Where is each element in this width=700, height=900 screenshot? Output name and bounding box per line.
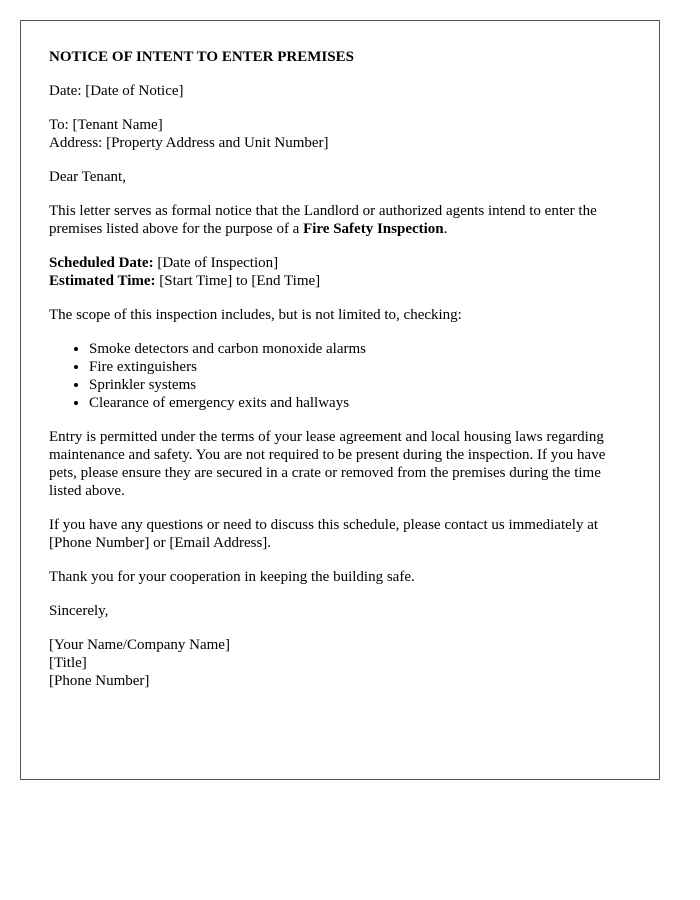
scope-intro: The scope of this inspection includes, but is not limited to, checking:: [49, 307, 462, 323]
intro-text: This letter serves as formal notice that the Landlord or authorized agents intend to enter the premises listed above for the purpose of a: [49, 203, 597, 237]
scope-list-item: • Sprinkler systems: [89, 376, 631, 394]
signature-title: [Title]: [49, 655, 87, 671]
salutation: Dear Tenant,: [49, 169, 126, 185]
scheduled-date-label: Scheduled Date:: [49, 255, 154, 271]
scope-list-item: • Clearance of emergency exits and hallways: [89, 394, 631, 412]
scheduled-date-value: [Date of Inspection]: [153, 255, 279, 271]
recipient-block: [49, 116, 631, 152]
estimated-time-line: [49, 272, 631, 290]
scope-list: [49, 340, 631, 412]
thanks-paragraph: Thank you for your cooperation in keeping the building safe.: [49, 569, 415, 585]
scope-list-item: • Fire extinguishers: [89, 358, 631, 376]
intro-paragraph: [49, 202, 631, 238]
questions-paragraph: If you have any questions or need to discuss this schedule, please contact us immediately at [Phone Number] or [Email Address].: [49, 517, 599, 551]
signature-name: [Your Name/Company Name]: [49, 637, 230, 653]
letter-title: NOTICE OF INTENT TO ENTER PREMISES: [49, 49, 354, 65]
to-line: To: [Tenant Name]: [49, 117, 163, 133]
scheduled-date-line: [49, 254, 631, 272]
address-line: Address: [Property Address and Unit Number]: [49, 135, 329, 151]
schedule-block: [49, 254, 631, 290]
entry-paragraph: Entry is permitted under the terms of your lease agreement and local housing laws regarding maintenance and safety. You are not required to be present during the inspection. If you have pets, please ensure they are secured in a crate or removed from the premises during the time listed above.: [49, 429, 606, 499]
date-line: Date: [Date of Notice]: [49, 83, 184, 99]
scope-list-item: • Smoke detectors and carbon monoxide alarms: [89, 340, 631, 358]
estimated-time-label: Estimated Time:: [49, 273, 156, 289]
closing: Sincerely,: [49, 603, 109, 619]
intro-bold-text: Fire Safety Inspection: [303, 221, 444, 237]
signature-phone: [Phone Number]: [49, 673, 150, 689]
letter-page: [20, 20, 660, 780]
estimated-time-value: [Start Time] to [End Time]: [155, 273, 321, 289]
signature-block: [49, 636, 631, 690]
intro-end: .: [443, 221, 448, 237]
